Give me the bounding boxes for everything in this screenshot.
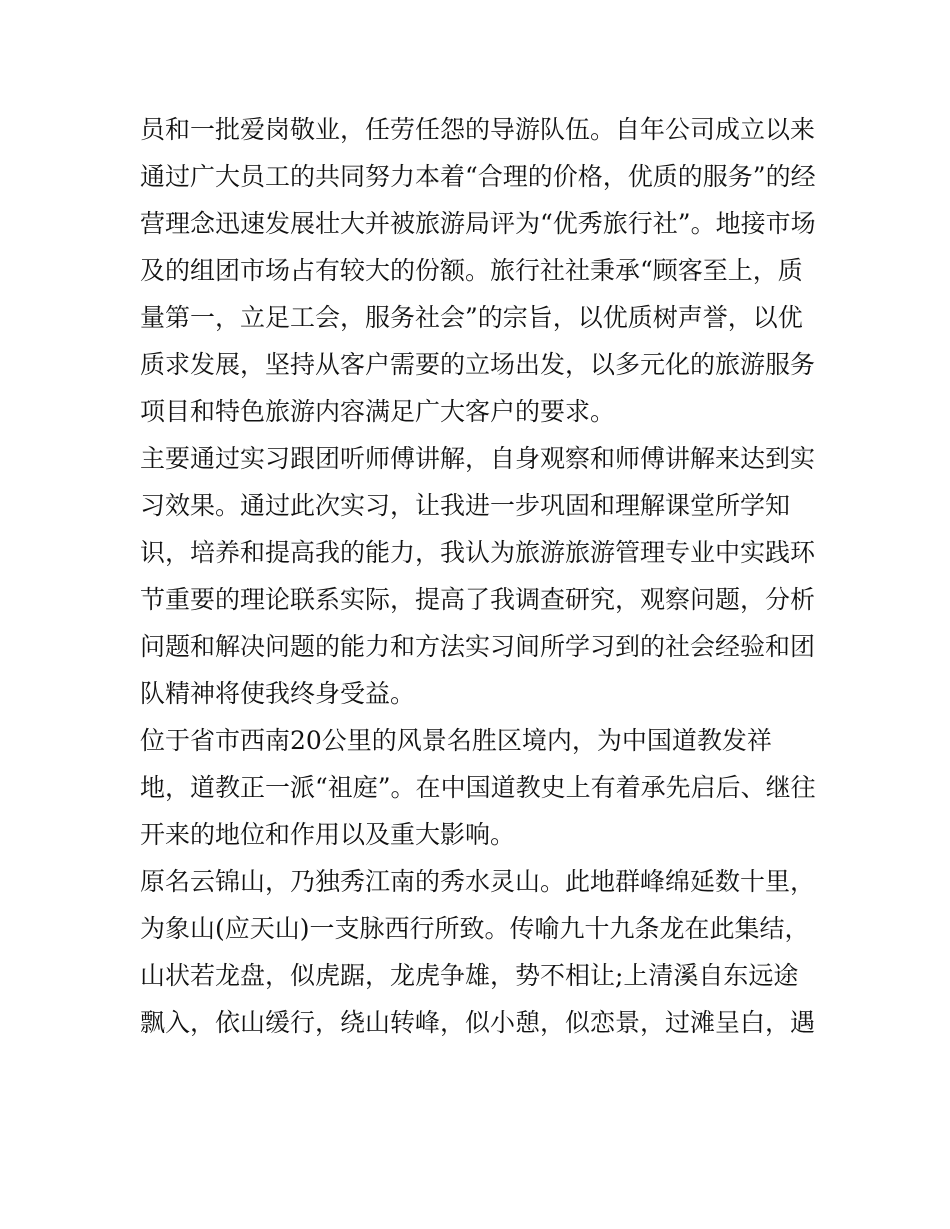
text-line: 为象山(应天山)一支脉西行所致。传喻九十九条龙在此集结， xyxy=(140,914,810,943)
text-line: 项目和特色旅游内容满足广大客户的要求。 xyxy=(140,397,616,426)
text-line: 节重要的理论联系实际，提高了我调查研究，观察问题，分析 xyxy=(140,585,816,614)
text-line: 原名云锦山，乃独秀江南的秀水灵山。此地群峰绵延数十里， xyxy=(140,867,816,896)
text-line: 飘入，依山缓行，绕山转峰，似小憩，似恋景，过滩呈白，遇 xyxy=(140,1008,816,1037)
text-line: 识，培养和提高我的能力，我认为旅游旅游管理专业中实践环 xyxy=(140,538,816,567)
text-line: 习效果。通过此次实习，让我进一步巩固和理解课堂所学知 xyxy=(140,491,791,520)
text-line: 队精神将使我终身受益。 xyxy=(140,679,416,708)
text-line: 质求发展，坚持从客户需要的立场出发，以多元化的旅游服务 xyxy=(140,350,816,379)
text-line: 通过广大员工的共同努力本着“合理的价格，优质的服务”的经 xyxy=(140,162,816,191)
text-line: 山状若龙盘，似虎踞，龙虎争雄，势不相让;上清溪自东远途 xyxy=(140,961,799,990)
text-line: 主要通过实习跟团听师傅讲解，自身观察和师傅讲解来达到实 xyxy=(140,444,816,473)
text-line: 位于省市西南20公里的风景名胜区境内，为中国道教发祥 xyxy=(140,726,772,755)
text-line: 问题和解决问题的能力和方法实习间所学习到的社会经验和团 xyxy=(140,632,816,661)
text-line: 地，道教正一派“祖庭”。在中国道教史上有着承先启后、继往 xyxy=(140,773,816,802)
text-line: 及的组团市场占有较大的份额。旅行社社秉承“顾客至上，质 xyxy=(140,256,803,285)
text-line: 员和一批爱岗敬业，任劳任怨的导游队伍。自年公司成立以来 xyxy=(140,115,816,144)
document-body xyxy=(140,106,820,1046)
text-line: 开来的地位和作用以及重大影响。 xyxy=(140,820,516,849)
text-line: 营理念迅速发展壮大并被旅游局评为“优秀旅行社”。地接市场 xyxy=(140,209,816,238)
text-line: 量第一，立足工会，服务社会”的宗旨，以优质树声誉，以优 xyxy=(140,303,803,332)
